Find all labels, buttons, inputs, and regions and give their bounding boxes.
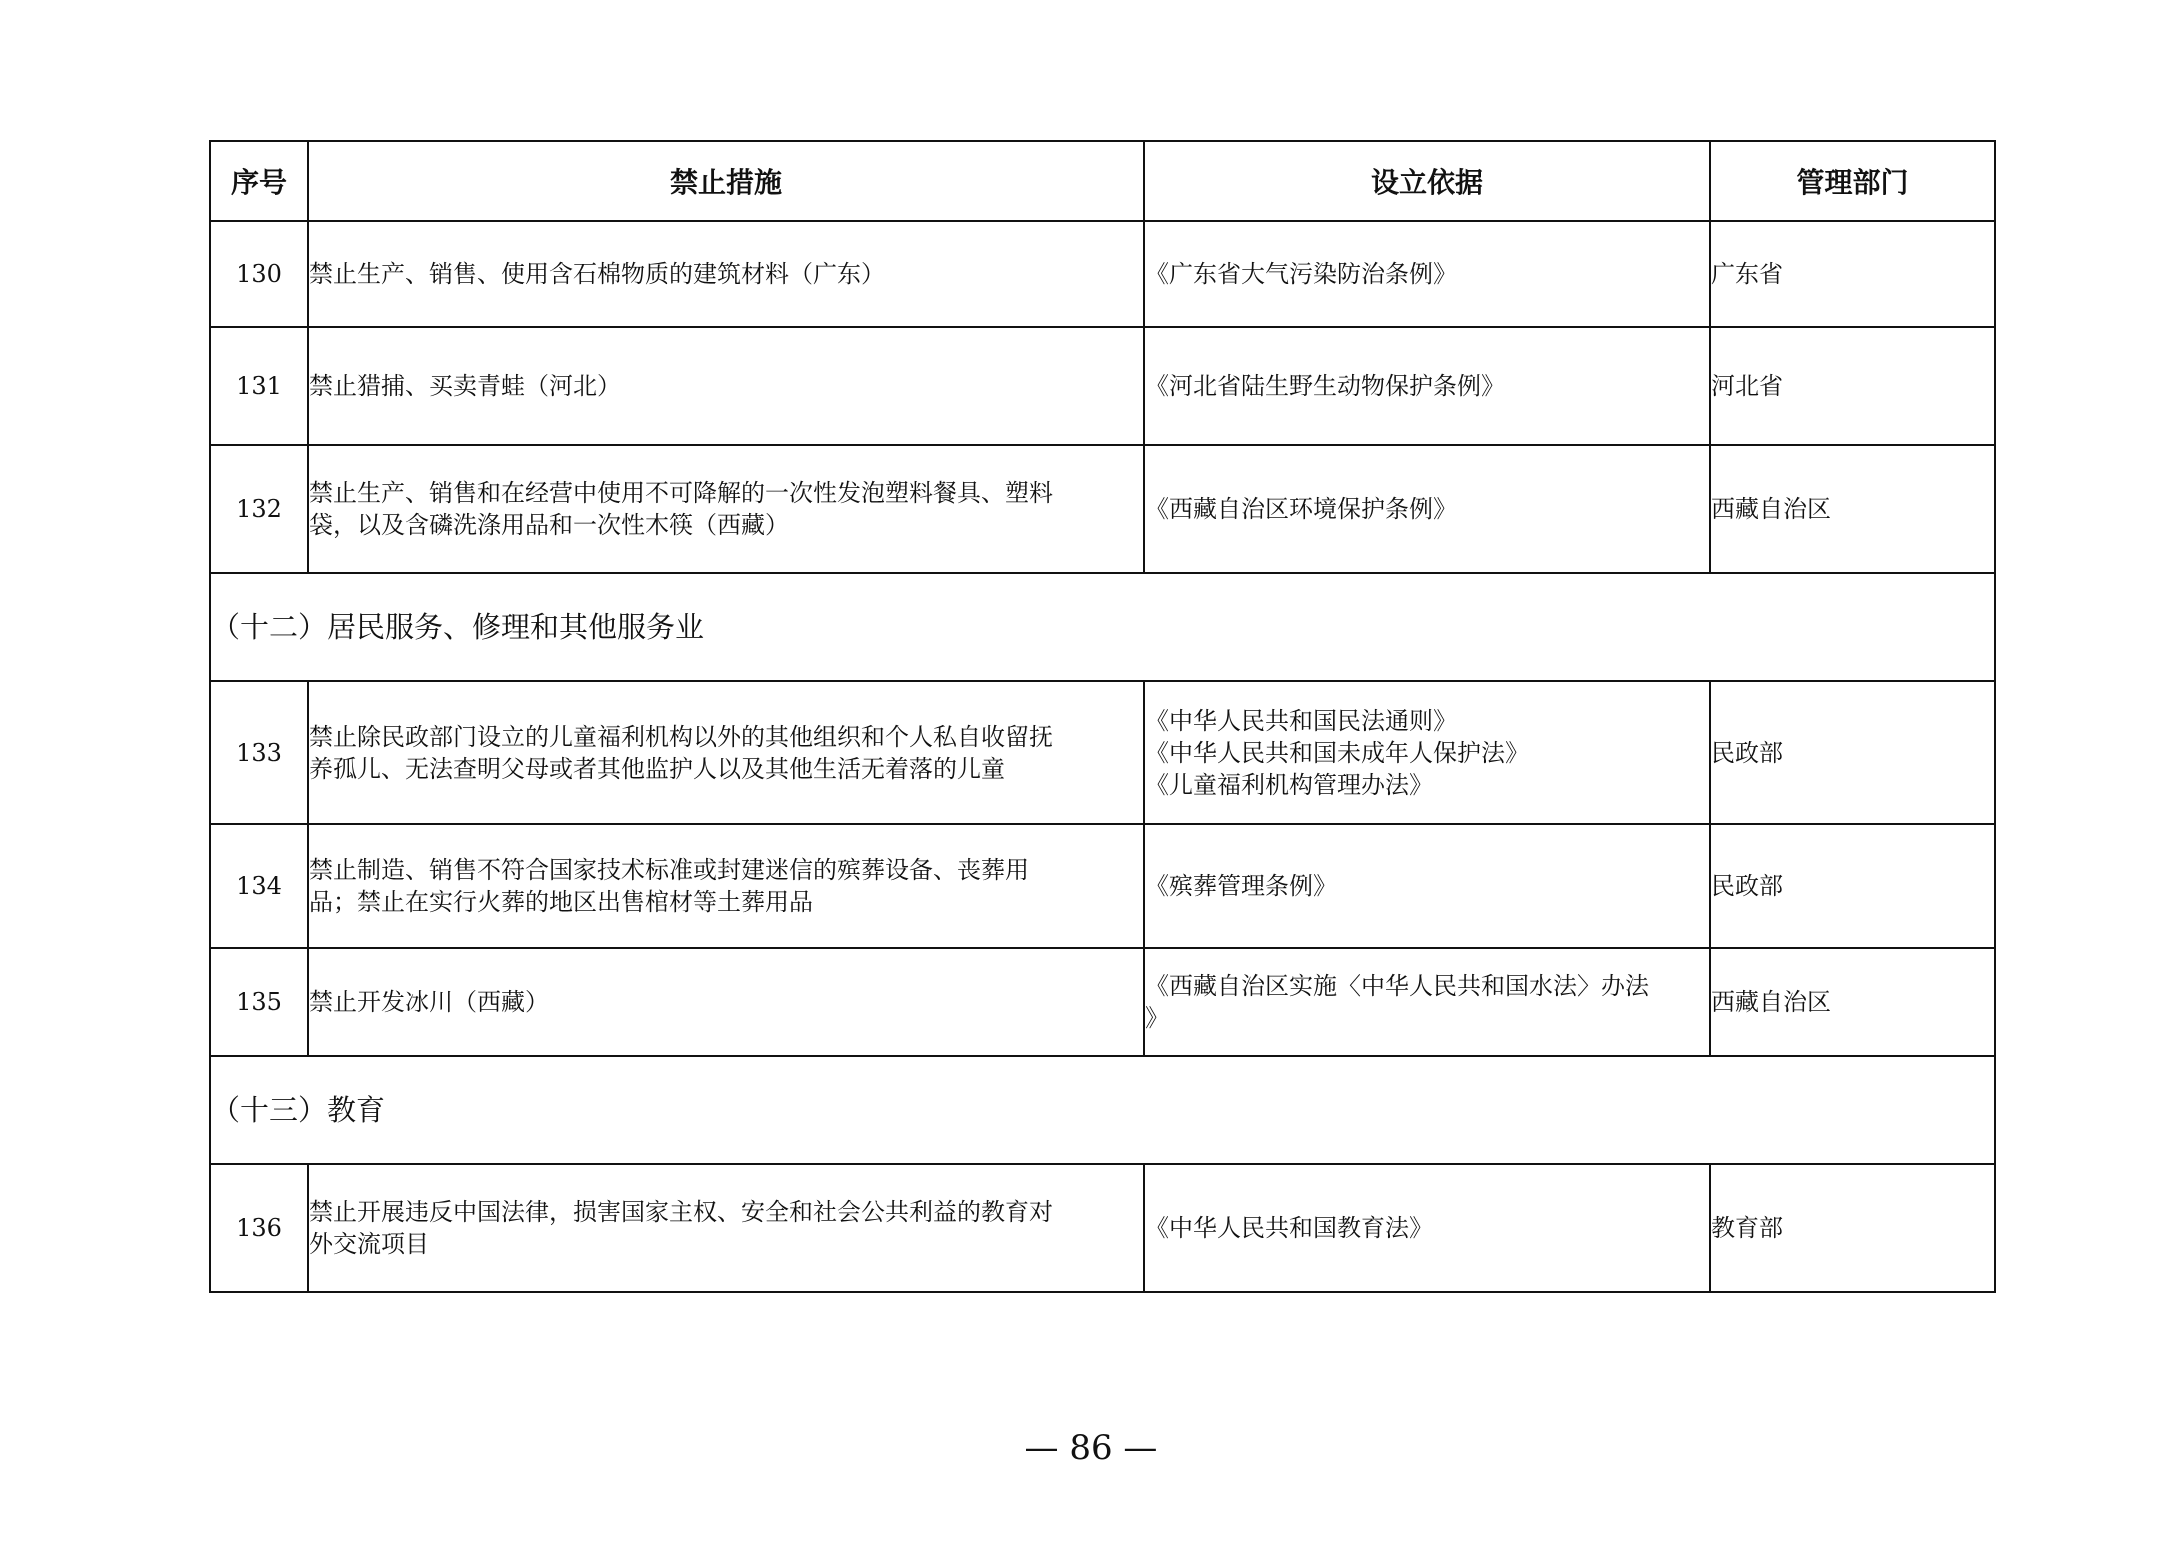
row-basis	[1144, 445, 1710, 573]
page-number: — 86 —	[1024, 1428, 1158, 1468]
row-measure	[308, 948, 1144, 1056]
header-department: 管理部门	[1710, 141, 1995, 221]
row-index: 136	[210, 1164, 308, 1292]
basis-line: 《河北省陆生野生动物保护条例》	[1145, 372, 1505, 400]
measure-line: 袋，以及含磷洗涤用品和一次性木筷（西藏）	[309, 511, 789, 539]
row-department: 民政部	[1710, 681, 1995, 824]
table-row	[210, 681, 1995, 824]
basis-line: 《中华人民共和国教育法》	[1145, 1214, 1433, 1242]
section-row	[210, 573, 1995, 681]
row-index: 131	[210, 327, 308, 445]
table-row	[210, 445, 1995, 573]
row-basis	[1144, 681, 1710, 824]
section-title: （十二）居民服务、修理和其他服务业	[210, 573, 1995, 681]
measure-line: 品；禁止在实行火葬的地区出售棺材等土葬用品	[309, 888, 813, 916]
header-measure: 禁止措施	[308, 141, 1144, 221]
table-row	[210, 327, 1995, 445]
row-basis	[1144, 948, 1710, 1056]
basis-line: 《殡葬管理条例》	[1145, 872, 1337, 900]
row-measure	[308, 824, 1144, 948]
row-department: 西藏自治区	[1710, 445, 1995, 573]
table-row	[210, 948, 1995, 1056]
basis-line: 《西藏自治区环境保护条例》	[1145, 495, 1457, 523]
measure-line: 禁止除民政部门设立的儿童福利机构以外的其他组织和个人私自收留抚	[309, 722, 1053, 751]
table-row	[210, 221, 1995, 327]
basis-line: 《广东省大气污染防治条例》	[1145, 260, 1457, 288]
row-index: 133	[210, 681, 308, 824]
basis-line: 《中华人民共和国民法通则》	[1145, 706, 1457, 735]
row-basis	[1144, 824, 1710, 948]
basis-line: 《中华人民共和国未成年人保护法》	[1145, 738, 1529, 767]
row-measure	[308, 327, 1144, 445]
table-header-row	[210, 141, 1995, 221]
regulation-table	[209, 140, 1996, 1293]
table-row	[210, 824, 1995, 948]
measure-line: 禁止生产、销售、使用含石棉物质的建筑材料（广东）	[309, 260, 885, 288]
measure-line: 外交流项目	[309, 1230, 429, 1258]
measure-line: 禁止制造、销售不符合国家技术标准或封建迷信的殡葬设备、丧葬用	[309, 856, 1029, 884]
row-measure	[308, 221, 1144, 327]
header-basis: 设立依据	[1144, 141, 1710, 221]
row-measure	[308, 445, 1144, 573]
section-row	[210, 1056, 1995, 1164]
measure-line: 养孤儿、无法查明父母或者其他监护人以及其他生活无着落的儿童	[309, 754, 1005, 783]
table-row	[210, 1164, 1995, 1292]
row-measure	[308, 1164, 1144, 1292]
row-department: 教育部	[1710, 1164, 1995, 1292]
measure-line: 禁止开发冰川（西藏）	[309, 988, 549, 1016]
basis-line: 》	[1145, 1004, 1169, 1032]
measure-line: 禁止猎捕、买卖青蛙（河北）	[309, 372, 621, 400]
row-index: 134	[210, 824, 308, 948]
basis-line: 《儿童福利机构管理办法》	[1145, 770, 1433, 799]
row-department: 民政部	[1710, 824, 1995, 948]
row-index: 130	[210, 221, 308, 327]
row-basis	[1144, 327, 1710, 445]
row-department: 河北省	[1710, 327, 1995, 445]
row-index: 132	[210, 445, 308, 573]
measure-line: 禁止生产、销售和在经营中使用不可降解的一次性发泡塑料餐具、塑料	[309, 479, 1053, 507]
row-department: 西藏自治区	[1710, 948, 1995, 1056]
basis-line: 《西藏自治区实施〈中华人民共和国水法〉办法	[1145, 972, 1649, 1000]
row-index: 135	[210, 948, 308, 1056]
row-measure	[308, 681, 1144, 824]
row-basis	[1144, 221, 1710, 327]
row-basis	[1144, 1164, 1710, 1292]
row-department: 广东省	[1710, 221, 1995, 327]
measure-line: 禁止开展违反中国法律，损害国家主权、安全和社会公共利益的教育对	[309, 1198, 1053, 1226]
section-title: （十三）教育	[210, 1056, 1995, 1164]
header-index: 序号	[210, 141, 308, 221]
